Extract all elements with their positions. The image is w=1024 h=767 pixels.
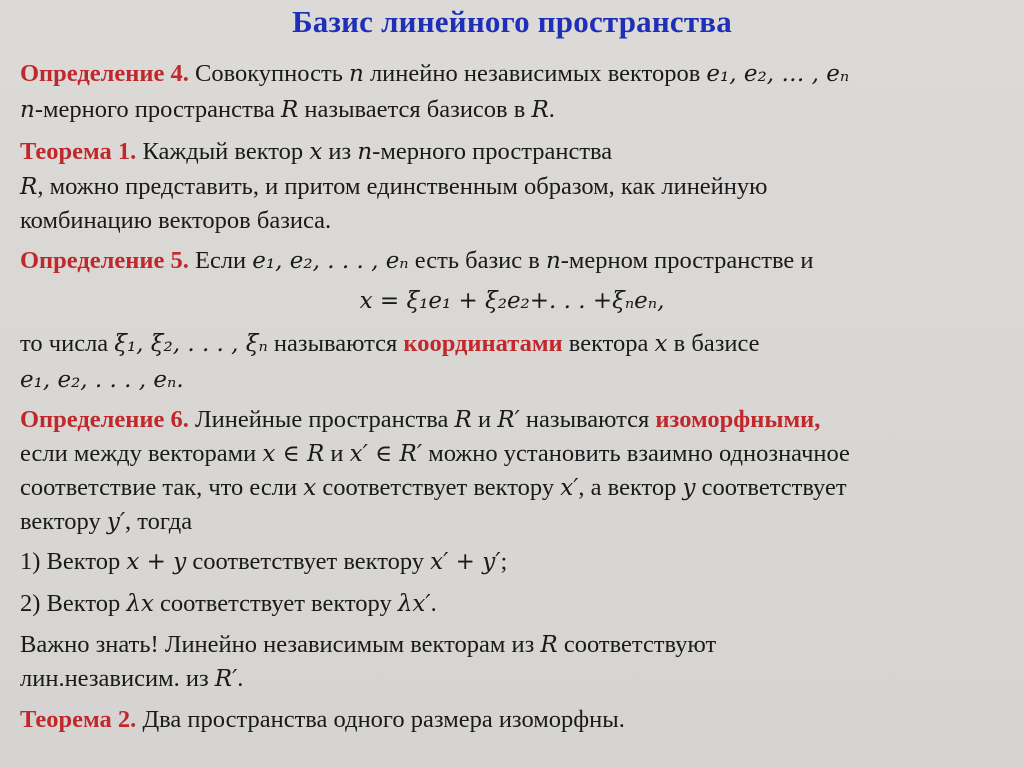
math: R xyxy=(454,407,472,433)
math: R′ xyxy=(497,407,520,433)
text: 1) Вектор xyxy=(20,548,127,575)
text: , а вектор xyxy=(578,474,683,501)
text: Важно знать! Линейно независимым векторам из xyxy=(20,631,541,658)
math: e₁, e₂, … , eₙ xyxy=(706,61,850,87)
math: n xyxy=(357,139,373,165)
math: x′ + y′ xyxy=(430,549,501,575)
text: соответствуют xyxy=(557,631,717,658)
math: λx′ xyxy=(397,591,431,617)
text: соответствие так, что если xyxy=(20,474,304,501)
math: ξ₁, ξ₂, . . . , ξₙ xyxy=(114,331,268,357)
highlight-term: координатами xyxy=(403,330,563,357)
def4-line-2 xyxy=(20,96,555,124)
math: n xyxy=(20,97,35,123)
text: . xyxy=(548,96,555,123)
note-line-1 xyxy=(20,631,716,659)
math: R xyxy=(20,174,38,200)
thm2-line xyxy=(20,706,625,734)
text: в базисе xyxy=(667,330,760,357)
def6-line-1 xyxy=(20,406,820,434)
math: x + y xyxy=(126,549,187,575)
note-line-2 xyxy=(20,665,243,693)
text: и xyxy=(471,406,498,433)
def5-line-4 xyxy=(20,366,184,394)
math: y′ xyxy=(106,509,126,535)
math: n xyxy=(545,248,561,274)
text: можно установить взаимно однозначное xyxy=(422,440,850,467)
math: x = ξ₁e₁ + ξ₂e₂+. . . +ξₙeₙ, xyxy=(359,288,665,314)
thm1-line-2 xyxy=(20,173,767,201)
math: x ∈ R xyxy=(262,441,325,467)
def6-label: Определение 6. xyxy=(20,406,189,433)
text: вектора xyxy=(562,330,655,357)
math: e₁, e₂, . . . , eₙ xyxy=(252,248,409,274)
text: называются xyxy=(267,330,404,357)
def5-line-1 xyxy=(20,247,814,275)
text: соответствует xyxy=(695,474,847,501)
text: Если xyxy=(188,247,253,274)
math: R xyxy=(540,632,558,658)
def6-line-4 xyxy=(20,508,192,536)
text: -мерном пространстве и xyxy=(560,247,814,274)
text: называются xyxy=(519,406,656,433)
def5-label: Определение 5. xyxy=(20,247,189,274)
math: y xyxy=(682,475,696,501)
def4-line-1 xyxy=(20,60,849,88)
math: x xyxy=(303,475,317,501)
text: лин.независим. из xyxy=(20,665,215,692)
text: , можно представить, и притом единственным образом, как линейную xyxy=(37,173,768,200)
text: . xyxy=(430,590,437,617)
thm1-line-1 xyxy=(20,138,612,166)
text: -мерного пространства xyxy=(372,138,613,165)
text: и xyxy=(324,440,350,467)
math: x′ ∈ R′ xyxy=(349,441,423,467)
text: Каждый вектор xyxy=(136,138,310,165)
thm1-line-3: комбинацию векторов базиса. xyxy=(20,207,332,234)
text: соответствует вектору xyxy=(153,590,398,617)
text: соответствует вектору xyxy=(186,548,431,575)
text: соответствует вектору xyxy=(316,474,561,501)
slide-title: Базис линейного пространства xyxy=(292,4,732,39)
text: линейно независимых векторов xyxy=(363,60,707,87)
item-1 xyxy=(20,548,507,576)
math: e₁, e₂, . . . , eₙ. xyxy=(20,367,184,393)
text: 2) Вектор xyxy=(20,590,127,617)
text: Совокупность xyxy=(188,60,349,87)
math: λx xyxy=(126,591,154,617)
text: Два пространства одного размера изоморфны. xyxy=(136,706,625,733)
text: вектору xyxy=(20,508,107,535)
text: то числа xyxy=(20,330,115,357)
def6-line-2 xyxy=(20,440,850,468)
math: x xyxy=(654,331,668,357)
math: x′ xyxy=(560,475,579,501)
def4-label: Определение 4. xyxy=(20,60,189,87)
text: называется базисов в xyxy=(298,96,532,123)
highlight-term: изоморфными, xyxy=(655,406,821,433)
def5-line-3 xyxy=(20,330,760,358)
thm1-label: Теорема 1. xyxy=(20,138,137,165)
def5-formula xyxy=(0,287,1024,315)
text: есть базис в xyxy=(408,247,546,274)
def6-line-3 xyxy=(20,474,847,502)
math: R xyxy=(280,97,299,123)
text: , тогда xyxy=(125,508,193,535)
item-2 xyxy=(20,590,437,618)
text: если между векторами xyxy=(20,440,263,467)
math: R′ xyxy=(214,666,238,692)
text: из xyxy=(322,138,358,165)
text: -мерного пространства xyxy=(34,96,281,123)
math: n xyxy=(349,61,364,87)
text: . xyxy=(237,665,244,692)
text: ; xyxy=(500,548,508,575)
thm2-label: Теорема 2. xyxy=(20,706,137,733)
math: x xyxy=(309,139,323,165)
math: R xyxy=(531,97,549,123)
text: Линейные пространства xyxy=(188,406,455,433)
